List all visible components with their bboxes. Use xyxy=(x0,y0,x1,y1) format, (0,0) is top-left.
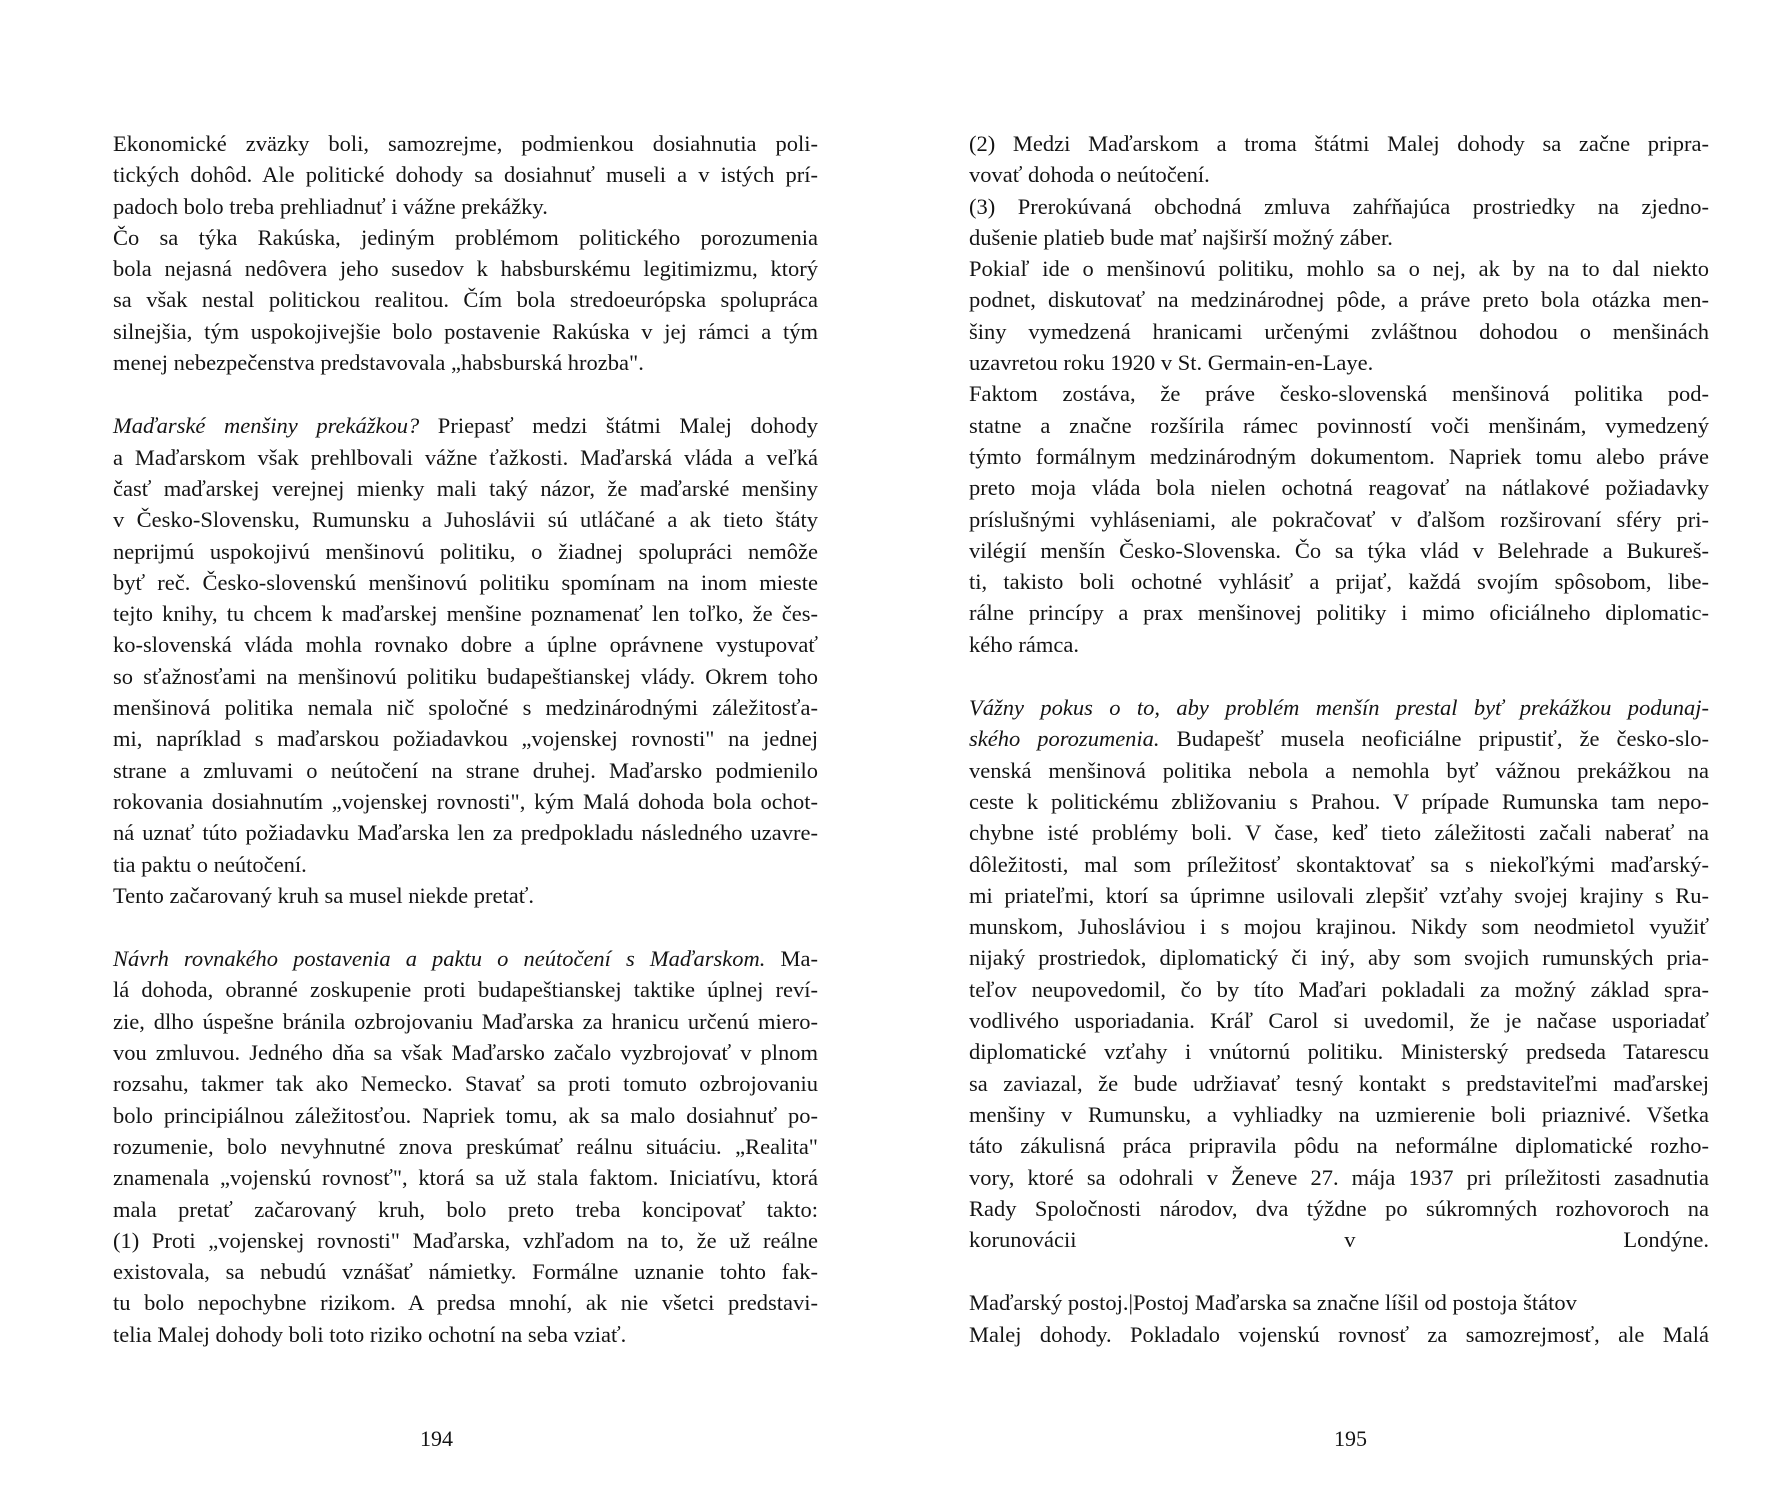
text-line: padoch bolo treba prehliadnuť i vážne prekážky. xyxy=(113,193,548,219)
text-line: teľov neupovedomil, čo by títo Maďari pokladali za možný základ spra- xyxy=(969,976,1709,1002)
text-line: (2) Medzi Maďarskom a troma štátmi Malej dohody sa začne pripra- xyxy=(969,131,1709,156)
text-line: ského porozumenia. Budapešť musela neoficiálne pripustiť, že česko-slo- xyxy=(969,726,1709,752)
text-line: Maďarské menšiny prekážkou? Priepasť medzi štátmi Malej dohody xyxy=(113,413,818,439)
text-line: podnet, diskutovať na medzinárodnej pôde, a práve preto bola otázka men- xyxy=(969,287,1709,313)
text-line: preto moja vláda bola nielen ochotná reagovať na nátlakové požiadavky xyxy=(969,475,1709,501)
text-line: v Česko-Slovensku, Rumunsku a Juhoslávii sú utláčané a ak tieto štáty xyxy=(113,507,818,533)
text-line: so sťažnosťami na menšinovú politiku budapeštianskej vlády. Okrem toho xyxy=(113,663,818,689)
text-line: ko-slovenská vláda mohla rovnako dobre a úplne oprávnene vystupovať xyxy=(113,632,818,658)
text-line: Čo sa týka Rakúska, jediným problémom politického porozumenia xyxy=(113,224,818,250)
text-line: a Maďarskom však prehlbovali vážne ťažkosti. Maďarská vláda a veľká xyxy=(113,444,818,470)
text-line: venská menšinová politika nebola a nemohla byť vážnou prekážkou na xyxy=(969,757,1709,783)
text-line: lá dohoda, obranné zoskupenie proti budapeštianskej taktike úplnej reví- xyxy=(113,977,818,1003)
section-heading: Maďarské menšiny prekážkou? xyxy=(113,413,420,439)
text-line: (3) Prerokúvaná obchodná zmluva zahŕňajúca prostriedky na zjedno- xyxy=(969,193,1709,219)
text-line: chybne isté problémy boli. V čase, keď tieto záležitosti začali naberať na xyxy=(969,820,1709,846)
text-line: Rady Spoločnosti národov, dva týždne po súkromných rozhovoroch na xyxy=(969,1195,1709,1221)
text-line: existovala, sa nebudú vznášať námietky. Formálne uznanie tohto fak- xyxy=(113,1259,818,1285)
text-line: bolo principiálnou záležitosťou. Napriek tomu, ak sa malo dosiahnuť po- xyxy=(113,1102,818,1128)
paragraph-gap xyxy=(113,911,818,943)
text-line: munskom, Juhosláviou i s mojou krajinou. Nikdy som neodmietol využiť xyxy=(969,914,1709,940)
paragraph-gap xyxy=(969,1255,1709,1287)
text-line: ná uznať túto požiadavku Maďarska len za predpokladu následného uzavre- xyxy=(113,820,818,846)
text-line: nijaký prostriedok, diplomatický či iný, aby som svojich rumunských pria- xyxy=(969,945,1709,971)
section-heading: ského porozumenia. xyxy=(969,726,1160,752)
text-line: vovať dohoda o neútočení. xyxy=(969,162,1210,188)
text-line: menšiny v Rumunsku, a vyhliadky na uzmierenie boli priaznivé. Všetka xyxy=(969,1101,1709,1127)
text-line: dôležitosti, mal som príležitosť skontaktovať sa s niekoľkými maďarský- xyxy=(969,851,1709,877)
text-line: Pokiaľ ide o menšinovú politiku, mohlo sa o nej, ak by na to dal niekto xyxy=(969,256,1709,282)
text-line: menšinová politika nemala nič spoločné s medzinárodnými záležitosťa- xyxy=(113,695,818,721)
text-line: telia Malej dohody boli toto riziko ochotní na seba vziať. xyxy=(113,1321,627,1347)
text-line: Maďarský postoj.|Postoj Maďarska sa značne líšil od postoja štátov xyxy=(969,1290,1577,1316)
left-page-text xyxy=(113,128,818,1350)
text-line: Ekonomické zväzky boli, samozrejme, podmienkou dosiahnutia poli- xyxy=(113,131,818,156)
text-line: bola nejasná nedôvera jeho susedov k habsburskému legitimizmu, ktorý xyxy=(113,256,818,282)
text-line: diplomatické vzťahy i vnútornú politiku. Ministerský predseda Tatarescu xyxy=(969,1039,1709,1065)
text-line: vory, ktoré sa odohrali v Ženeve 27. mája 1937 pri príležitosti zasadnutia xyxy=(969,1164,1709,1190)
text-line: Faktom zostáva, že práve česko-slovenská menšinová politika pod- xyxy=(969,381,1709,407)
text-line: silnejšia, tým uspokojivejšie bolo postavenie Rakúska v jej rámci a tým xyxy=(113,318,818,344)
text-line: Návrh rovnakého postavenia a paktu o neútočení s Maďarskom. Ma- xyxy=(113,946,818,972)
text-line: šiny vymedzená hranicami určenými zvláštnou dohodou o menšinách xyxy=(969,318,1709,344)
text-line: príslušnými vyhláseniami, ale pokračovať v ďalšom rozširovaní sféry pri- xyxy=(969,506,1709,532)
text-line: ti, takisto boli ochotné vyhlásiť a prijať, každá svojím spôsobom, libe- xyxy=(969,569,1709,595)
text-line: strane a zmluvami o neútočení na strane druhej. Maďarsko podmienilo xyxy=(113,757,818,783)
text-line: mi, napríklad s maďarskou požiadavkou „vojenskej rovnosti" na jednej xyxy=(113,726,818,752)
text-line: korunovácii v Londýne. xyxy=(969,1227,1709,1253)
text-line: ceste k politickému zbližovaniu s Prahou. V prípade Rumunska tam nepo- xyxy=(969,788,1709,814)
text-line: sa však nestal politickou realitou. Čím bola stredoeurópska spolupráca xyxy=(113,287,818,313)
text-line: Malej dohody. Pokladalo vojenskú rovnosť za samozrejmosť, ale Malá xyxy=(969,1321,1709,1347)
text-line: Tento začarovaný kruh sa musel niekde pretať. xyxy=(113,882,534,908)
text-line: rokovania dosiahnutím „vojenskej rovnosti", kým Malá dohoda bola ochot- xyxy=(113,788,818,814)
text-line: menej nebezpečenstva predstavovala „habsburská hrozba". xyxy=(113,350,644,376)
text-line: vilégií menšín Česko-Slovenska. Čo sa týka vlád v Belehrade a Bukureš- xyxy=(969,537,1709,563)
text-line: rozsahu, takmer tak ako Nemecko. Stavať sa proti tomuto ozbrojovaniu xyxy=(113,1071,818,1097)
text-line: tických dohôd. Ale politické dohody sa dosiahnuť museli a v istých prí- xyxy=(113,162,818,188)
paragraph-gap xyxy=(113,378,818,410)
right-page-number: 195 xyxy=(1334,1426,1367,1451)
text-line: mi priateľmi, ktorí sa úprimne usilovali zlepšiť vzťahy svojej krajiny s Ru- xyxy=(969,882,1709,908)
text-line: uzavretou roku 1920 v St. Germain-en-Laye. xyxy=(969,350,1374,376)
text-line: vodlivého usporiadania. Kráľ Carol si uvedomil, že je načase usporiadať xyxy=(969,1008,1709,1034)
text-line: byť reč. Česko-slovenskú menšinovú politiku spomínam na inom mieste xyxy=(113,569,818,595)
text-line: vou zmluvou. Jedného dňa sa však Maďarsko začalo vyzbrojovať v plnom xyxy=(113,1040,818,1066)
text-line: rozumenie, bolo nevyhnutné znova preskúmať reálnu situáciu. „Realita" xyxy=(113,1133,818,1159)
paragraph-gap xyxy=(969,660,1709,692)
left-page-number: 194 xyxy=(420,1426,453,1451)
text-line: mala pretať začarovaný kruh, bolo preto treba koncipovať takto: xyxy=(113,1196,818,1222)
text-line: neprijmú uspokojivú menšinovú politiku, o žiadnej spolupráci nemôže xyxy=(113,538,818,564)
right-page xyxy=(889,0,1778,1500)
text-line: dušenie platieb bude mať najširší možný záber. xyxy=(969,224,1393,250)
text-line: zie, dlho úspešne bránila ozbrojovaniu Maďarska za hranicu určenú mierο- xyxy=(113,1008,818,1034)
text-line: tu bolo nepochybne rizikom. A predsa mnohí, ak nie všetci predstavi- xyxy=(113,1290,818,1316)
text-line: znamenala „vojenskú rovnosť", ktorá sa už stala faktom. Iniciatívu, ktorá xyxy=(113,1165,818,1191)
text-line: statne a značne rozšírila rámec povinností voči menšinám, vymedzený xyxy=(969,412,1709,438)
section-heading: Návrh rovnakého postavenia a paktu o neútočení s Maďarskom. xyxy=(113,946,766,972)
text-line: tejto knihy, tu chcem k maďarskej menšine poznamenať len toľko, že čes- xyxy=(113,601,818,627)
text-line: týmto formálnym medzinárodným dokumentom. Napriek tomu alebo práve xyxy=(969,443,1709,469)
right-page-text xyxy=(969,128,1709,1350)
text-line: (1) Proti „vojenskej rovnosti" Maďarska, vzhľadom na to, že už reálne xyxy=(113,1227,818,1253)
text-line: rálne princípy a prax menšinovej politiky i mimo oficiálneho diplomatic- xyxy=(969,600,1709,626)
text-line: sa zaviazal, že bude udržiavať tesný kontakt s predstaviteľmi maďarskej xyxy=(969,1070,1709,1096)
text-line: táto zákulisná práca pripravila pôdu na neformálne diplomatické rozho- xyxy=(969,1133,1709,1159)
text-line: kého rámca. xyxy=(969,631,1079,657)
text-line: časť maďarskej verejnej mienky mali taký názor, že maďarské menšiny xyxy=(113,475,818,501)
section-heading: Vážny pokus o to, aby problém menšín prestal byť prekážkou podunaj- xyxy=(969,695,1709,721)
text-line: tia paktu o neútočení. xyxy=(113,851,307,877)
text-line xyxy=(969,692,1709,723)
